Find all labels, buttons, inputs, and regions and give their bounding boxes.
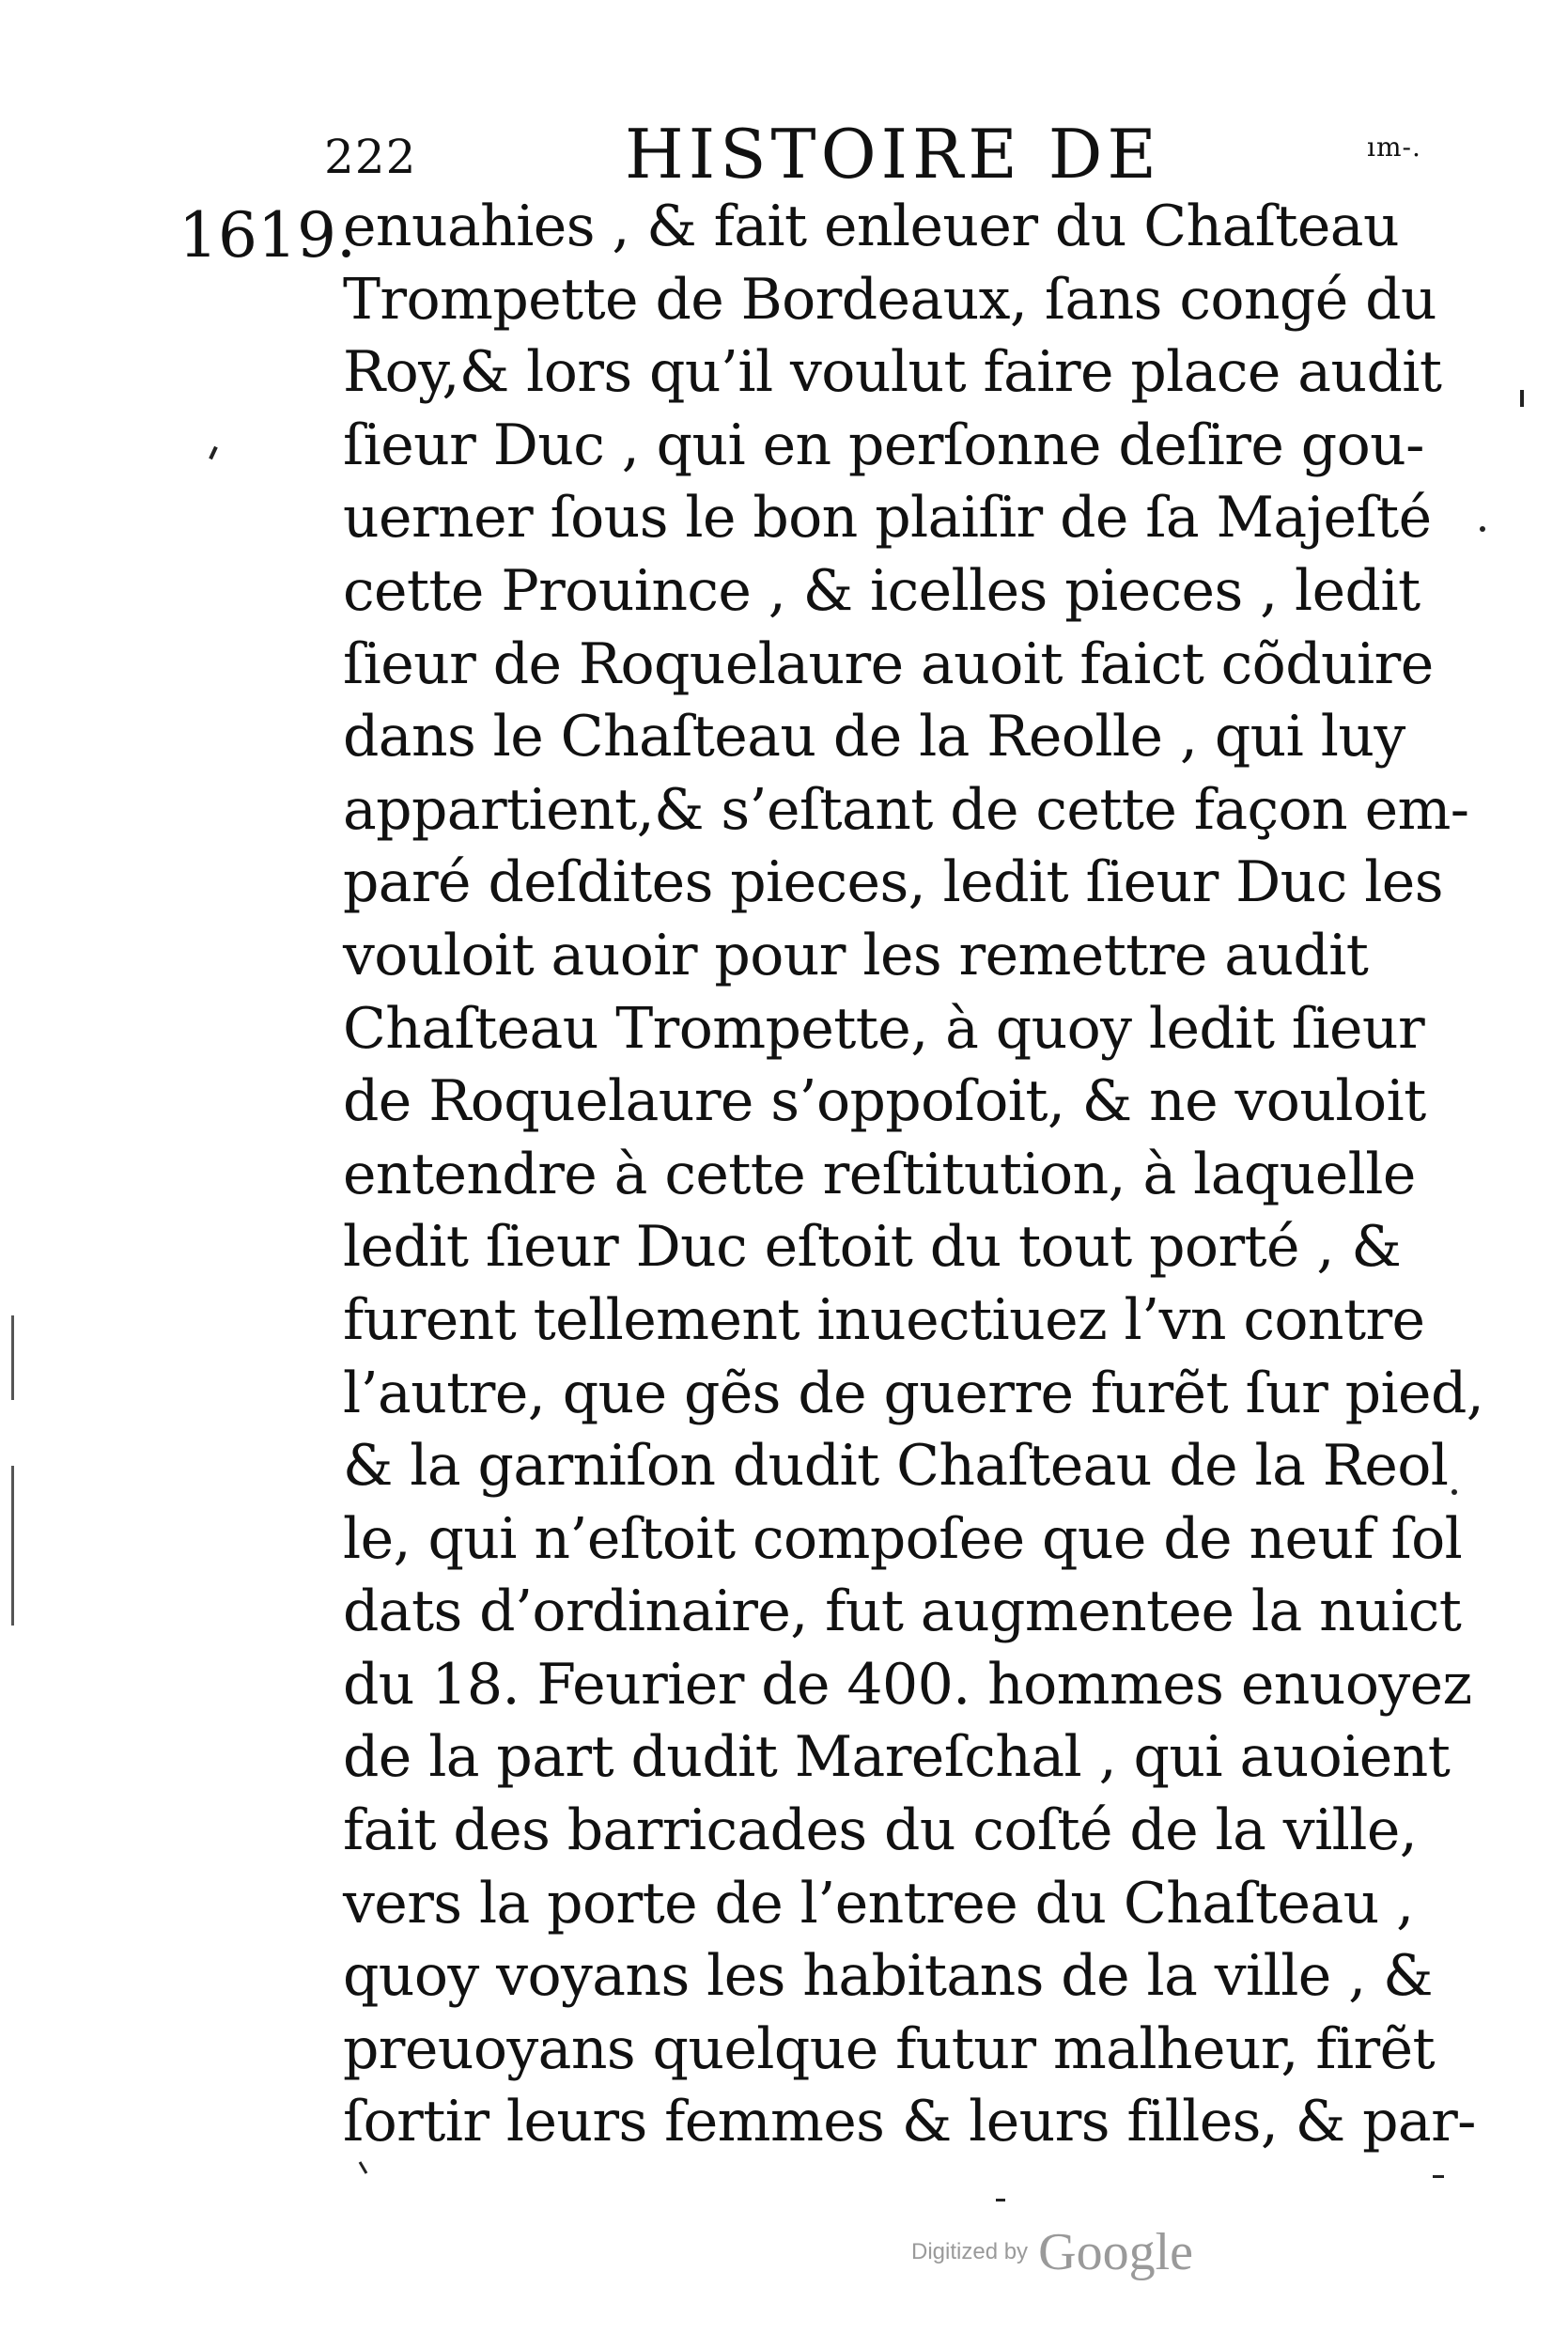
scan-speck (209, 446, 218, 459)
text-line: ſortir leurs femmes & leurs filles, & par- (343, 2089, 1476, 2155)
scan-speck (1480, 526, 1485, 532)
text-line: le, qui n’eſtoit compoſee que de neuf ſol (343, 1505, 1463, 1572)
text-line: du 18. Feurier de 400. hommes enuoyez (343, 1651, 1472, 1718)
scan-speck (1452, 1489, 1457, 1495)
text-line: Trompette de Bordeaux, ſans congé du (343, 266, 1436, 333)
scan-edge-mark (11, 1315, 14, 1400)
text-line: l’autre, que gẽs de guerre furẽt ſur pied, (343, 1360, 1484, 1426)
google-logo: Google (1038, 2223, 1194, 2281)
scan-speck (359, 2161, 368, 2174)
scan-speck (1520, 390, 1524, 407)
text-line: paré deſdites pieces, ledit ſieur Duc les (343, 849, 1443, 916)
watermark-digitized-label: Digitized by (911, 2239, 1029, 2264)
text-line: vouloit auoir pour les remettre audit (343, 922, 1369, 988)
text-line: fait des barricades du coſté de la ville, (343, 1797, 1418, 1864)
text-line: de Roquelaure s’oppoſoit, & ne vouloit (343, 1068, 1426, 1135)
google-watermark (911, 2222, 1193, 2282)
text-line: quoy voyans les habitans de la ville , & (343, 1943, 1433, 2010)
running-head: HISTOIRE DE (625, 115, 1161, 194)
text-line: Chaſteau Trompette, à quoy ledit ſieur (343, 995, 1425, 1062)
text-line: enuahies , & fait enleuer du Chaſteau (343, 194, 1399, 259)
text-line: dats d’ordinaire, fut augmentee la nuict (343, 1579, 1462, 1645)
text-line: & la garniſon dudit Chaſteau de la Reol (343, 1433, 1449, 1500)
text-line: cette Prouince , & icelles pieces , ledit (343, 557, 1421, 624)
text-line: ſieur de Roquelaure auoit faict cõduire (343, 630, 1434, 697)
scan-edge-mark (11, 1466, 14, 1626)
page-number: 222 (324, 130, 417, 184)
text-line: vers la porte de l’entree du Chaſteau , (343, 1870, 1414, 1937)
text-line: ſieur Duc , qui en perſonne deſire gou- (343, 412, 1424, 478)
text-line: preuoyans quelque futur malheur, firẽt (343, 2015, 1436, 2082)
scan-speck (996, 2199, 1005, 2201)
text-line: dans le Chaſteau de la Reolle , qui luy (343, 704, 1405, 770)
text-line: de la part dudit Mareſchal , qui auoient (343, 1724, 1451, 1791)
scan-speck (1433, 2175, 1444, 2178)
text-line: furent tellement inuectiuez l’vn contre (343, 1286, 1425, 1353)
margin-year: 1619. (179, 199, 356, 272)
text-line: uerner ſous le bon plaiſir de ſa Majeſté (343, 485, 1432, 552)
text-line: appartient,& s’eſtant de cette façon em- (343, 776, 1469, 843)
body-text (343, 191, 1484, 2159)
corner-mark: ım-. (1367, 132, 1421, 163)
text-line: Roy,& lors qu’il voulut faire place audit (343, 339, 1442, 406)
text-line: ledit ſieur Duc eſtoit du tout porté , & (343, 1214, 1402, 1281)
text-line: entendre à cette reſtitution, à laquelle (343, 1141, 1416, 1207)
